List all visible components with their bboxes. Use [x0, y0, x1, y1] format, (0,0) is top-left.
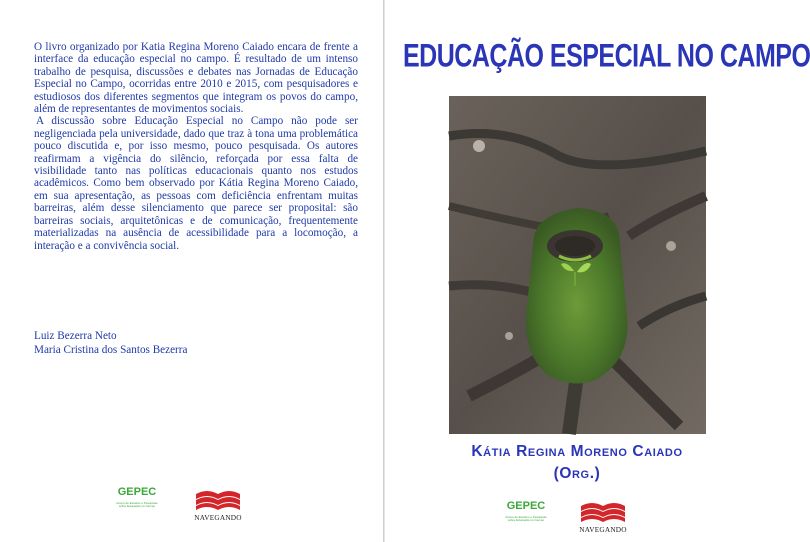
navegando-logo-text: NAVEGANDO — [194, 513, 242, 522]
author-role: (Org.) — [553, 465, 601, 482]
gepec-logo-front-text: GEPEC — [506, 500, 546, 512]
gepec-logo — [116, 486, 158, 522]
signature-2: Maria Cristina dos Santos Bezerra — [34, 343, 188, 356]
blurb-paragraph-1: O livro organizado por Katia Regina Moreno Caiado encara de frente a interface da educação especial no campo. É resultado de um intenso trabalho de pesquisa, discussões e debates nas Jornadas de Educação Especial no Campo, ocorridas entre 2010 e 2015, com pesquisadores e estudiosos dos diferentes segmentos que integram os povos do campo, além de representantes de movimentos sociais. — [34, 41, 358, 116]
cover-photo — [449, 96, 706, 434]
blurb-text — [34, 41, 358, 252]
navegando-logo-front — [573, 500, 633, 534]
signature-1: Luiz Bezerra Neto — [34, 330, 117, 342]
book-title: EDUCAÇÃO ESPECIAL NO CAMPO — [403, 38, 810, 75]
book-icon — [188, 488, 248, 512]
author-name: Kátia Regina Moreno Caiado — [471, 443, 683, 460]
gepec-logo-subtitle: Grupo de Estudos e Pesquisas sobre Educação no Campo — [116, 501, 158, 509]
gepec-logo-front — [505, 500, 547, 536]
signatures — [34, 330, 187, 357]
gepec-logo-text: GEPEC — [117, 486, 157, 498]
navegando-logo-front-text: NAVEGANDO — [579, 525, 627, 534]
blurb-paragraph-2: A discussão sobre Educação Especial no Campo não pode ser negligenciada pela universidade, dado que traz à tona uma problemática pouco discutida e, por isso mesmo, pouco pesquisada. Os autores reafirmam a vigência do silêncio, reforçada por essa falta de visibilidade tanto nas políticas educacionais quanto nos estudos acadêmicos. Como bem observado por Kátia Regina Moreno Caiado, em sua apresentação, as pessoas com deficiência enfrentam muitas barreiras, além desse silenciamento que parece ser proposital: são barreiras sociais, arquitetônicas e de comunicação, frequentemente materializadas na ausência de acessibilidade para a locomoção, a interação e a convivência social. — [34, 115, 358, 252]
navegando-logo — [188, 488, 248, 522]
back-cover — [0, 0, 384, 542]
gepec-logo-front-subtitle: Grupo de Estudos e Pesquisas sobre Educação no Campo — [505, 515, 547, 523]
front-cover — [384, 0, 810, 542]
author-block — [405, 441, 749, 485]
tree-stump-moss-image — [449, 96, 706, 434]
book-icon — [573, 500, 633, 524]
